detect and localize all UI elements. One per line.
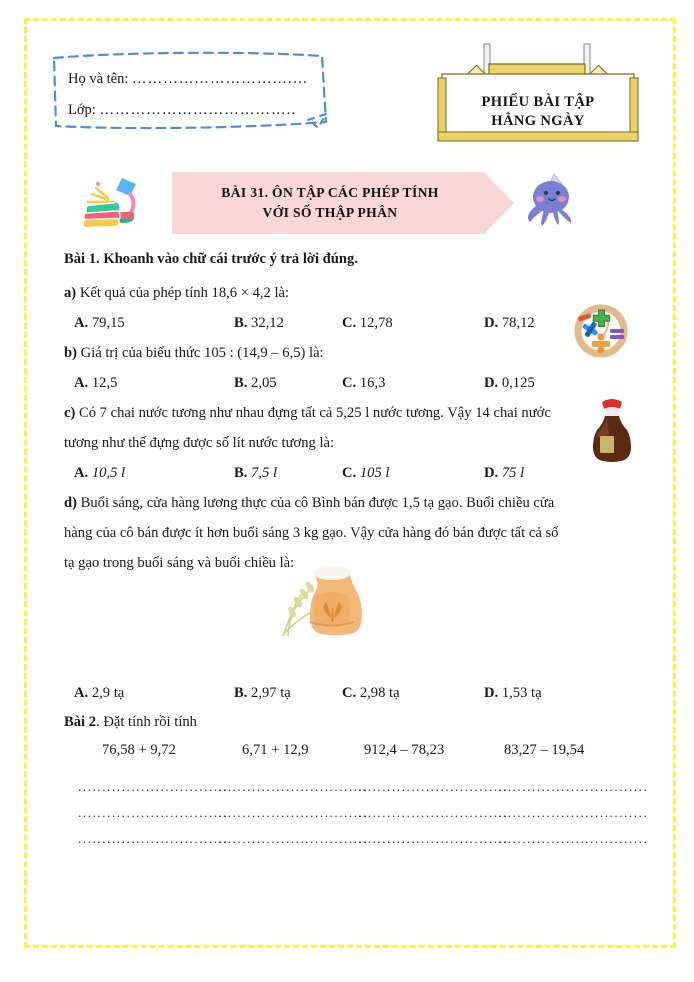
exercise2-instruction: . Đặt tính rồi tính (96, 714, 197, 730)
worksheet-sign-badge (432, 40, 644, 148)
lesson-title-text (172, 183, 488, 223)
sign-title (432, 93, 644, 131)
question-d-label: d) (64, 495, 77, 511)
question-d-text-1: Buổi sáng, cửa hàng lương thực của cô Bình bán được 1,5 tạ gạo. Buổi chiều cửa (80, 495, 555, 511)
question-a-label: a) (64, 285, 77, 301)
option-b-2[interactable]: B. 2,05 (234, 375, 277, 391)
answer-line-3-2[interactable]: ............................... (218, 831, 369, 846)
option-c-1[interactable]: A. 10,5 l (74, 465, 126, 481)
option-c-2[interactable]: B. 7,5 l (234, 465, 277, 481)
desk-lamp-books-icon (78, 166, 144, 237)
answer-line-2-2[interactable]: ............................... (218, 805, 369, 820)
lesson-title-line1: BÀI 31. ÔN TẬP CÁC PHÉP TÍNH (221, 185, 439, 200)
student-class-field[interactable] (68, 95, 320, 126)
question-d-stem-line2: hàng của cô bán được ít hơn buổi sáng 3 kg gạo. Vậy cửa hàng đó bán được tất cả số (64, 525, 559, 541)
expression-3: 912,4 – 78,23 (364, 742, 445, 758)
question-d-options (64, 678, 630, 708)
answer-line-1-4[interactable]: ............................... (498, 779, 649, 794)
answer-line-2-1[interactable]: ............................... (78, 805, 229, 820)
answer-row (64, 800, 649, 826)
question-d-stem-line3: tạ gạo trong buổi sáng và buổi chiều là: (64, 555, 295, 571)
exercise2-heading (64, 708, 630, 736)
question-b-label: b) (64, 345, 77, 361)
answer-line-2-4[interactable]: ............................... (498, 805, 649, 820)
student-class-dots: ……………………………….. (99, 102, 297, 118)
option-a-4[interactable]: D. 78,12 (484, 315, 535, 331)
question-a-text: Kết quả của phép tính 18,6 × 4,2 là: (79, 285, 290, 301)
expression-2: 6,71 + 12,9 (242, 742, 309, 758)
answer-row (64, 826, 649, 852)
question-a-stem (64, 278, 630, 308)
option-a-2[interactable]: B. 32,12 (234, 315, 284, 331)
question-c-stem-line2: tương như thế đựng được số lít nước tương là: (64, 435, 335, 451)
option-d-4[interactable]: D. 1,53 tạ (484, 685, 542, 701)
option-c-4[interactable]: D. 75 l (484, 465, 525, 481)
option-d-2[interactable]: B. 2,97 tạ (234, 685, 291, 701)
option-b-3[interactable]: C. 16,3 (342, 375, 386, 391)
exercise1-heading: Bài 1. Khoanh vào chữ cái trước ý trả lời đúng. (64, 251, 358, 267)
expression-1: 76,58 + 9,72 (102, 742, 176, 758)
student-class-label: Lớp: (68, 102, 96, 118)
sign-title-line2: HẰNG NGÀY (491, 113, 585, 129)
lesson-title-line2: VỚI SỐ THẬP PHÂN (262, 205, 398, 220)
answer-row (64, 774, 649, 800)
expression-4: 83,27 – 19,54 (504, 742, 585, 758)
exercise2-label: Bài 2 (64, 714, 97, 730)
student-info-box (50, 48, 332, 136)
question-a-options (64, 308, 630, 338)
option-c-3[interactable]: C. 105 l (342, 465, 390, 481)
narwhal-icon (518, 168, 580, 235)
option-a-3[interactable]: C. 12,78 (342, 315, 393, 331)
option-d-1[interactable]: A. 2,9 tạ (74, 685, 125, 701)
answer-line-1-3[interactable]: ............................... (358, 779, 509, 794)
question-b-options (64, 368, 630, 398)
question-b-stem (64, 338, 630, 368)
question-c-label: c) (64, 405, 76, 421)
answer-line-3-3[interactable]: ............................... (358, 831, 509, 846)
student-name-label: Họ và tên: (68, 71, 129, 87)
option-d-3[interactable]: C. 2,98 tạ (342, 685, 400, 701)
question-c-stem-line1 (64, 398, 630, 428)
worksheet-content (64, 248, 649, 852)
question-b-text: Giá trị của biểu thức 105 : (14,9 – 6,5) là: (80, 345, 324, 361)
answer-line-1-1[interactable]: ............................... (78, 779, 229, 794)
option-b-1[interactable]: A. 12,5 (74, 375, 118, 391)
option-a-1[interactable]: A. 79,15 (74, 315, 125, 331)
exercise2-answer-area (64, 774, 649, 852)
question-c-text-1: Có 7 chai nước tương như nhau đựng tất cả 5,25 l nước tương. Vậy 14 chai nước (79, 405, 551, 421)
question-c-options (64, 458, 630, 488)
exercise2-expressions (64, 736, 630, 764)
answer-line-2-3[interactable]: ............................... (358, 805, 509, 820)
student-name-dots: ………………………….… (132, 71, 309, 87)
answer-line-3-4[interactable]: ............................... (498, 831, 649, 846)
answer-line-3-1[interactable]: ............................... (78, 831, 229, 846)
student-name-field[interactable] (68, 64, 320, 95)
question-d-stem-line1 (64, 488, 630, 518)
sign-title-line1: PHIẾU BÀI TẬP (481, 94, 595, 110)
answer-line-1-2[interactable]: ............................... (218, 779, 369, 794)
option-b-4[interactable]: D. 0,125 (484, 375, 535, 391)
lesson-title-banner (172, 172, 514, 234)
rice-illustration-space (64, 578, 630, 678)
